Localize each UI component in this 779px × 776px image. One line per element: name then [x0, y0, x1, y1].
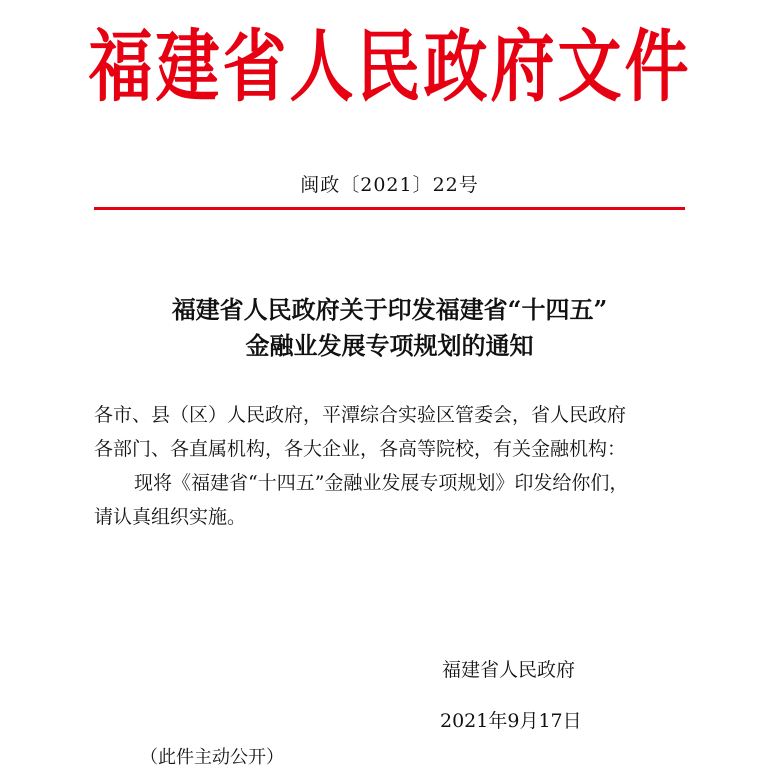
body-line-1: 现将《福建省“十四五”金融业发展专项规划》印发给你们， — [134, 472, 629, 494]
issuer-header-title: 福建省人民政府文件 — [88, 21, 692, 114]
document-body — [94, 398, 694, 534]
document-title — [0, 292, 779, 364]
signature-organization: 福建省人民政府 — [442, 659, 576, 681]
recipients-line-2: 各部门、各直属机构，各大企业，各高等院校，有关金融机构： — [94, 438, 627, 460]
recipients-line-1: 各市、县（区）人民政府，平潭综合实验区管委会，省人民政府 — [94, 404, 627, 426]
disclosure-note: （此件主动公开） — [140, 747, 284, 768]
document-number: 闽政〔2021〕22号 — [300, 174, 479, 196]
signature-date: 2021年9月17日 — [440, 710, 582, 732]
title-line-2: 金融业发展专项规划的通知 — [245, 331, 534, 360]
body-line-2: 请认真组织实施。 — [94, 506, 247, 528]
title-line-1: 福建省人民政府关于印发福建省“十四五” — [171, 295, 608, 324]
red-divider-line — [94, 207, 685, 210]
